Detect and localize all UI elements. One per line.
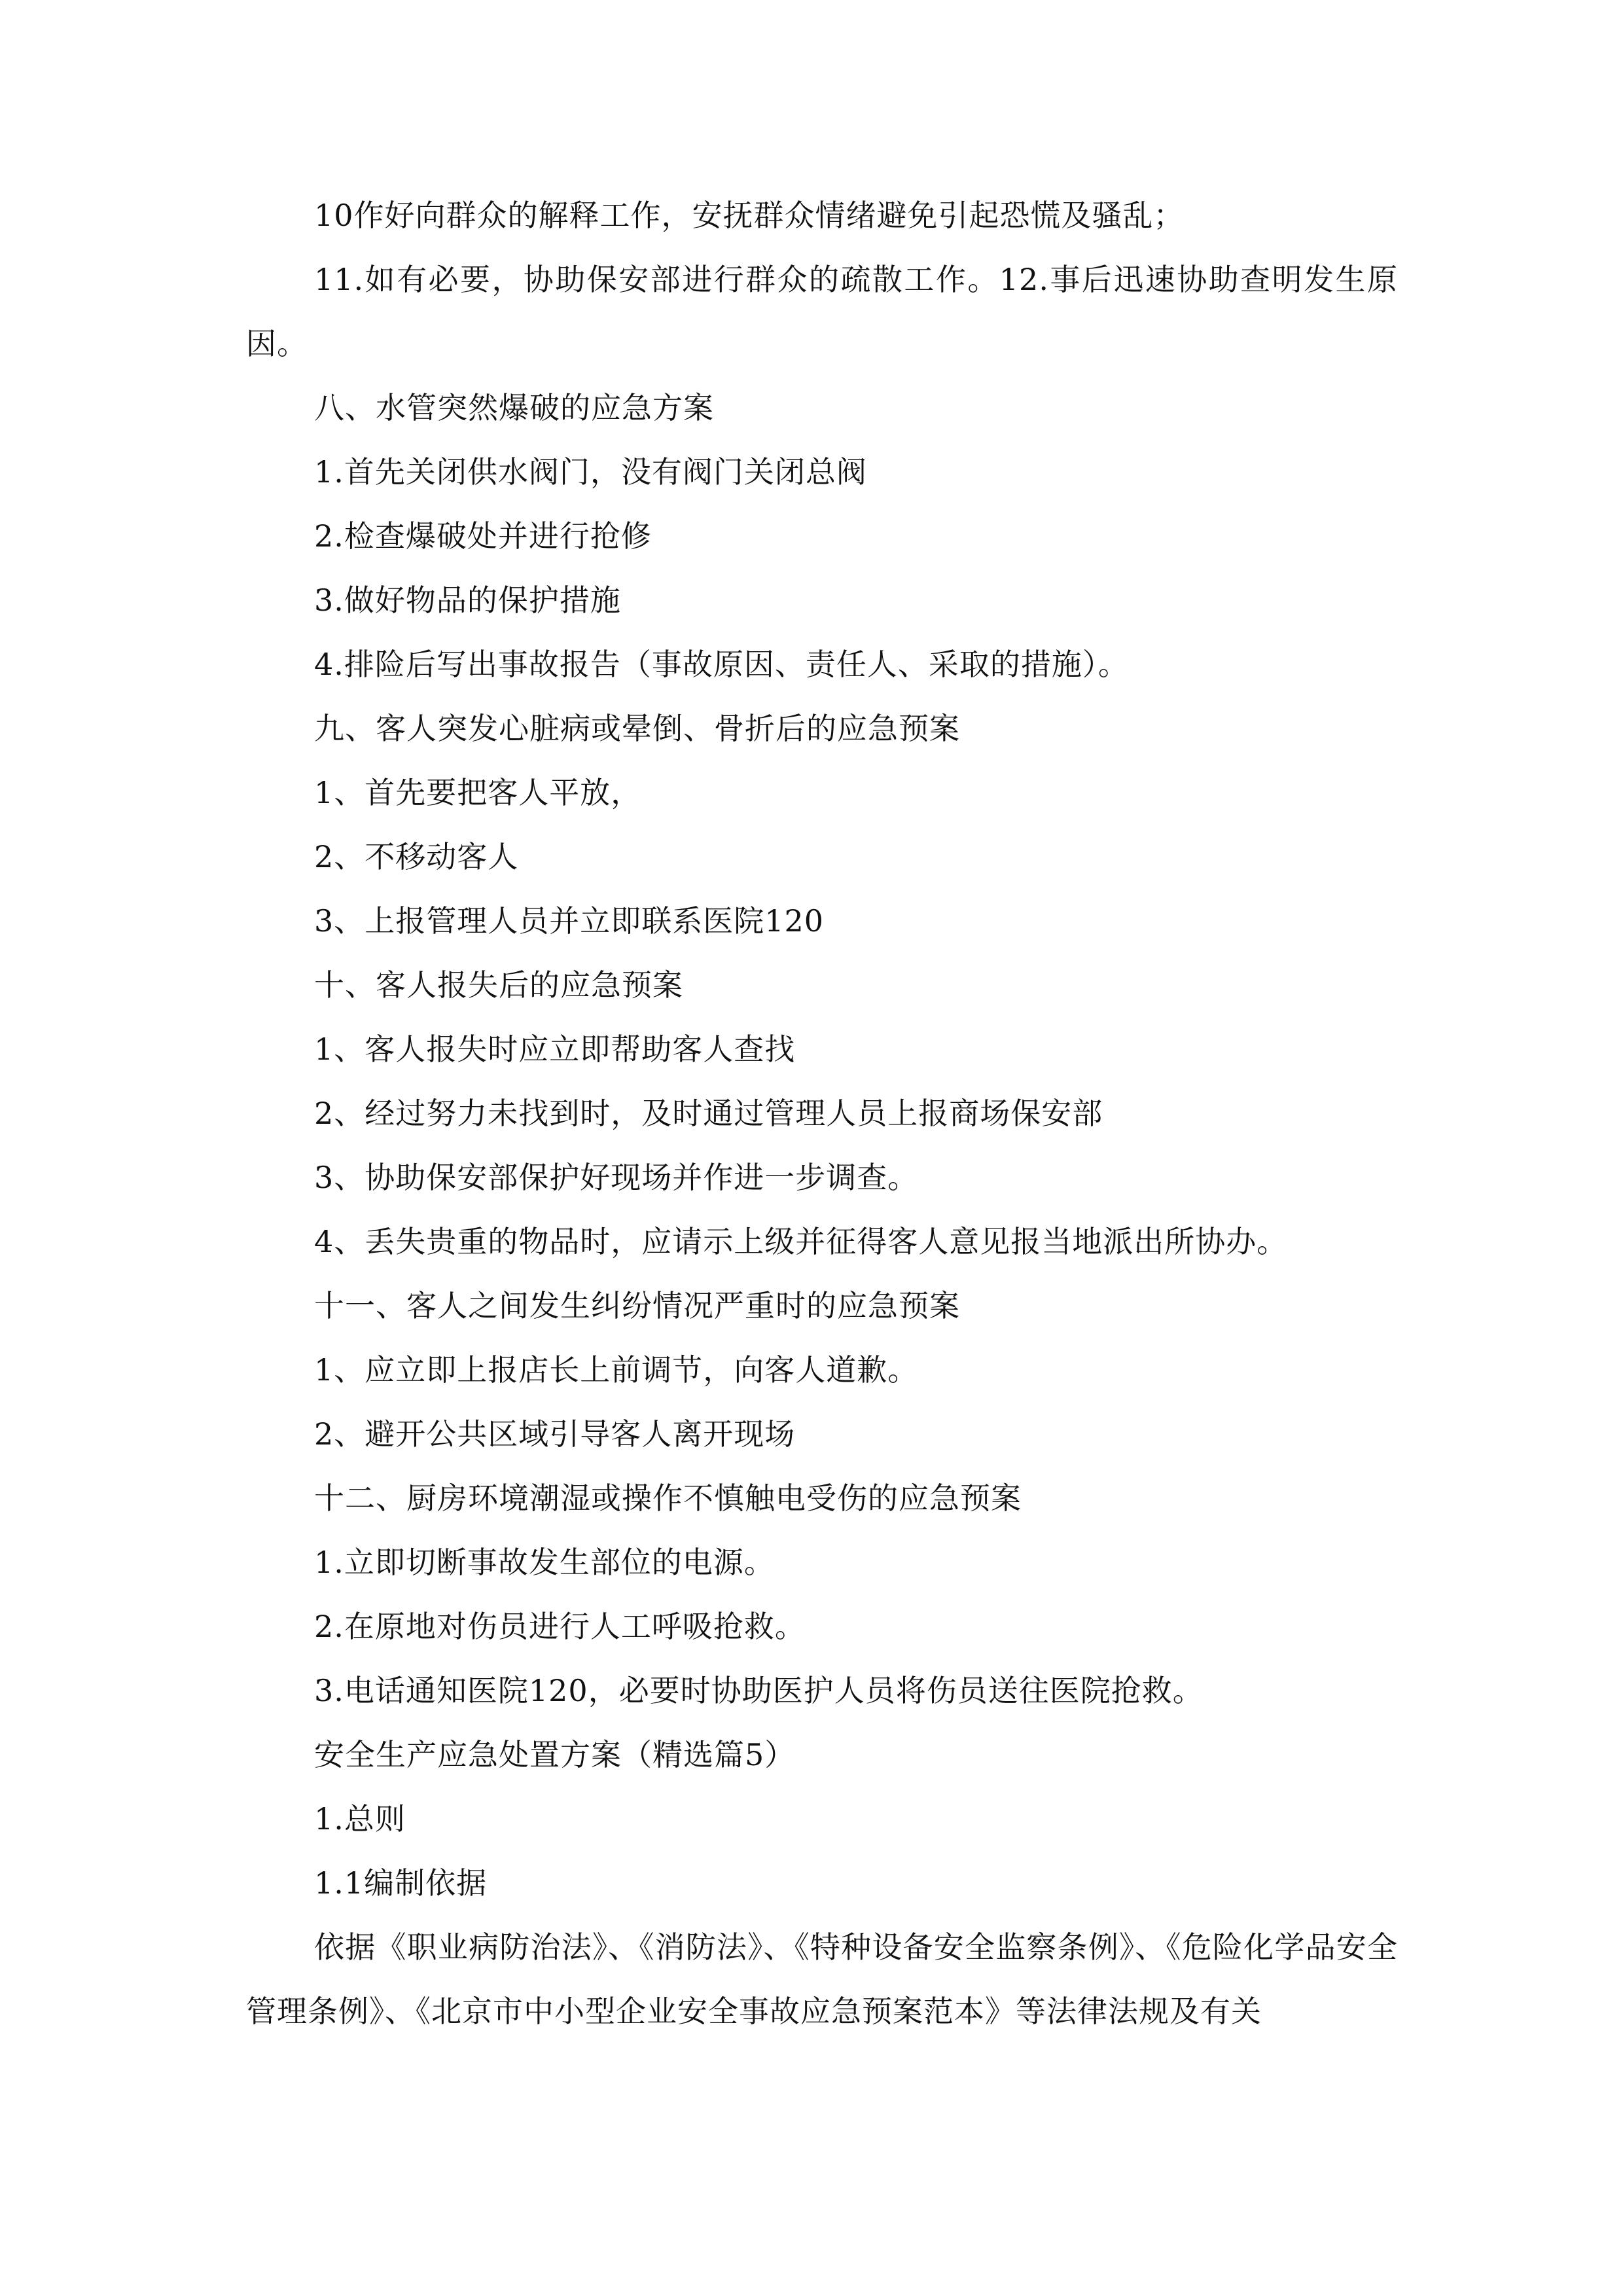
paragraph-18: 1、应立即上报店长上前调节，向客人道歉。 xyxy=(314,1352,919,1388)
paragraph-22: 2.在原地对伤员进行人工呼吸抢救。 xyxy=(314,1609,806,1644)
section-heading-12: 十二、厨房环境潮湿或操作不慎触电受伤的应急预案 xyxy=(314,1480,1022,1516)
paragraph-16: 4、丢失贵重的物品时，应请示上级并征得客人意见报当地派出所协办。 xyxy=(314,1224,1288,1259)
paragraph-15: 3、协助保安部保护好现场并作进一步调查。 xyxy=(314,1160,919,1195)
paragraph-7: 4.排险后写出事故报告（事故原因、责任人、采取的措施）。 xyxy=(314,647,1129,682)
section-heading-8: 八、水管突然爆破的应急方案 xyxy=(314,390,714,425)
paragraph-9: 1、首先要把客人平放， xyxy=(314,775,642,810)
paragraph-25: 1.总则 xyxy=(314,1801,406,1837)
paragraph-26: 1.1编制依据 xyxy=(314,1865,488,1901)
section-heading-11: 十一、客人之间发生纠纷情况严重时的应急预案 xyxy=(314,1288,960,1323)
document-body xyxy=(246,183,1398,2043)
paragraph-1: 10作好向群众的解释工作，安抚群众情绪避免引起恐慌及骚乱； xyxy=(314,198,1185,233)
paragraph-4: 1.首先关闭供水阀门，没有阀门关闭总阀 xyxy=(314,454,867,490)
paragraph-2: 11.如有必要，协助保安部进行群众的疏散工作。12.事后迅速协助查明发生原因。 xyxy=(246,262,1398,361)
paragraph-21: 1.立即切断事故发生部位的电源。 xyxy=(314,1545,775,1580)
paragraph-11: 3、上报管理人员并立即联系医院120 xyxy=(314,903,825,939)
paragraph-23: 3.电话通知医院120，必要时协助医护人员将伤员送往医院抢救。 xyxy=(314,1673,1204,1708)
section-heading-9: 九、客人突发心脏病或晕倒、骨折后的应急预案 xyxy=(314,711,960,746)
paragraph-27: 依据《职业病防治法》、《消防法》、《特种设备安全监察条例》、《危险化学品安全管理条例》、《北京市中小型企业安全事故应急预案范本》等法律法规及有关 xyxy=(246,1929,1398,2029)
paragraph-13: 1、客人报失时应立即帮助客人查找 xyxy=(314,1031,796,1067)
paragraph-14: 2、经过努力未找到时，及时通过管理人员上报商场保安部 xyxy=(314,1096,1103,1131)
paragraph-19: 2、避开公共区域引导客人离开现场 xyxy=(314,1416,796,1452)
paragraph-5: 2.检查爆破处并进行抢修 xyxy=(314,518,652,554)
paragraph-10: 2、不移动客人 xyxy=(314,839,519,874)
section-heading-10: 十、客人报失后的应急预案 xyxy=(314,967,683,1003)
document-title-5: 安全生产应急处置方案（精选篇5） xyxy=(314,1737,796,1772)
paragraph-6: 3.做好物品的保护措施 xyxy=(314,583,621,618)
